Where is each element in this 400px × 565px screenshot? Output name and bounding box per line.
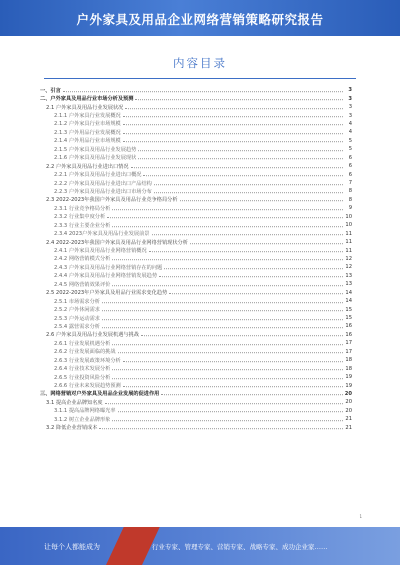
- toc-entry-label: 2.4.1 户外家具及用品行业网络营销概况: [54, 248, 147, 255]
- toc-entry-page: 20: [345, 399, 352, 406]
- toc-dot-leader: [112, 260, 343, 261]
- toc-entry[interactable]: [40, 179, 352, 187]
- toc-entry-page: 3: [348, 87, 352, 94]
- toc-entry-page: 8: [348, 188, 352, 195]
- toc-entry[interactable]: [40, 137, 352, 145]
- toc-entry-label: 2.3.4 2023户外家具及用品行业发展前景: [54, 231, 150, 238]
- toc-dot-leader: [149, 251, 343, 252]
- toc-dot-leader: [154, 184, 343, 185]
- toc-entry-page: 6: [348, 154, 352, 161]
- toc-entry-label: 2.4.3 户外家具及用品行业网络营销存在的问题: [54, 264, 163, 271]
- toc-entry[interactable]: [40, 170, 352, 178]
- toc-entry-label: 2.1.4 户外用品行业市场规模: [54, 138, 121, 145]
- toc-entry[interactable]: [40, 390, 352, 398]
- toc-entry[interactable]: [40, 94, 352, 102]
- toc-entry-page: 21: [345, 416, 352, 423]
- toc-entry[interactable]: [40, 373, 352, 381]
- toc-dot-leader: [112, 369, 343, 370]
- toc-entry[interactable]: [40, 221, 352, 229]
- toc-entry-page: 4: [348, 129, 352, 136]
- toc-dot-leader: [123, 142, 343, 143]
- toc-entry[interactable]: [40, 162, 352, 170]
- toc-entry-label: 2.3.2 行业集中度分析: [54, 214, 106, 221]
- toc-entry-label: 2.2.1 户外家具及用品行业进出口概况: [54, 172, 142, 179]
- toc-entry-page: 4: [348, 120, 352, 127]
- page-number: 1: [359, 514, 362, 519]
- footer-tagline: 行业专家、管理专家、营销专家、战略专家、成功企业家……: [152, 543, 328, 551]
- toc-dot-leader: [123, 125, 343, 126]
- toc-entry-page: 3: [348, 95, 352, 102]
- toc-dot-leader: [135, 99, 343, 100]
- toc-dot-leader: [138, 158, 343, 159]
- toc-entry-label: 一、引言: [40, 87, 61, 94]
- toc-entry-page: 16: [345, 331, 352, 338]
- toc-entry-page: 6: [348, 171, 352, 178]
- toc-entry-label: 3.2 降低企业营销成本: [46, 425, 98, 432]
- footer-slogan: 让每个人都能成为: [44, 543, 100, 551]
- toc-dot-leader: [118, 412, 343, 413]
- toc-entry-page: 6: [348, 163, 352, 170]
- toc-entry-label: 二、户外家具及用品行业市场分析及预测: [40, 96, 134, 103]
- toc-dot-leader: [123, 116, 343, 117]
- toc-entry[interactable]: [40, 128, 352, 136]
- toc-entry[interactable]: [40, 305, 352, 313]
- toc-dot-leader: [143, 175, 343, 176]
- toc-entry-page: 18: [345, 365, 352, 372]
- toc-entry[interactable]: [40, 331, 352, 339]
- toc-entry[interactable]: [40, 213, 352, 221]
- report-title: 户外家具及用品企业网络营销策略研究报告: [76, 12, 324, 27]
- toc-entry[interactable]: [40, 111, 352, 119]
- toc-dot-leader: [123, 133, 343, 134]
- toc-entry[interactable]: [40, 415, 352, 423]
- toc-entry[interactable]: [40, 246, 352, 254]
- toc-divider: [44, 78, 356, 79]
- toc-dot-leader: [102, 302, 343, 303]
- toc-entry-page: 18: [345, 357, 352, 364]
- toc-dot-leader: [138, 150, 343, 151]
- toc-entry-page: 14: [345, 289, 352, 296]
- toc-entry-label: 2.3.1 行业竞争格局分析: [54, 205, 111, 212]
- toc-entry[interactable]: [40, 238, 352, 246]
- toc-entry-page: 21: [345, 424, 352, 431]
- toc-entry-label: 2.6.2 行业发展面临的挑战: [54, 349, 116, 356]
- toc-entry-page: 17: [345, 348, 352, 355]
- toc-entry[interactable]: [40, 120, 352, 128]
- toc-entry[interactable]: [40, 339, 352, 347]
- toc-dot-leader: [118, 352, 343, 353]
- toc-entry-label: 2.5.2 户外休闲需求: [54, 307, 100, 314]
- toc-entry-page: 11: [345, 247, 352, 254]
- toc-entry-label: 2.4.2 网络营销模式分析: [54, 256, 111, 263]
- toc-entry[interactable]: [40, 187, 352, 195]
- toc-dot-leader: [123, 361, 343, 362]
- toc-dot-leader: [102, 327, 343, 328]
- toc-entry-label: 2.6 户外家具及用品行业发展机遇与挑战: [46, 332, 139, 339]
- toc-entry[interactable]: [40, 255, 352, 263]
- toc-entry-label: 2.1.2 户外家具行业市场规模: [54, 121, 121, 128]
- toc-entry-page: 12: [345, 255, 352, 262]
- toc-entry[interactable]: [40, 272, 352, 280]
- toc-entry-page: 13: [345, 281, 352, 288]
- toc-entry-label: 2.1.1 户外家具行业发展概况: [54, 113, 121, 120]
- toc-entry-label: 2.2.2 户外家具及用品行业进出口产品结构: [54, 180, 152, 187]
- toc-entry-page: 5: [348, 146, 352, 153]
- toc-dot-leader: [107, 217, 343, 218]
- toc-entry-page: 11: [345, 230, 352, 237]
- toc-entry-label: 2.5 2022-2023年户外家具及用品行业需求变化趋势: [46, 290, 168, 297]
- toc-entry-label: 三、网络营销对户外家具及用品企业发展的促进作用: [40, 391, 160, 398]
- toc-entry-label: 2.6.1 行业发展机遇分析: [54, 340, 111, 347]
- toc-dot-leader: [152, 234, 344, 235]
- toc-entry-label: 2.6.5 行业投资风险分析: [54, 374, 111, 381]
- toc-entry-page: 5: [348, 137, 352, 144]
- toc-heading: 内容目录: [173, 56, 227, 70]
- toc-entry-page: 19: [345, 382, 352, 389]
- toc-entry[interactable]: [40, 229, 352, 237]
- toc-entry-label: 2.4 2022-2023年我国户外家具及用品行业网络营销现状分析: [46, 239, 188, 246]
- toc-entry-label: 2.1.5 户外家具及用品行业发展趋势: [54, 146, 137, 153]
- toc-entry-label: 3.1.1 提高品牌网络曝光率: [54, 408, 116, 415]
- toc-entry[interactable]: [40, 145, 352, 153]
- toc-entry-label: 3.1 提高企业品牌知名度: [46, 399, 103, 406]
- toc-dot-leader: [159, 277, 343, 278]
- toc-dot-leader: [154, 192, 343, 193]
- toc-entry-page: 15: [345, 306, 352, 313]
- toc-entry[interactable]: [40, 348, 352, 356]
- toc-dot-leader: [102, 319, 343, 320]
- toc-dot-leader: [190, 243, 343, 244]
- toc-entry[interactable]: [40, 280, 352, 288]
- toc-dot-leader: [112, 420, 343, 421]
- toc-entry[interactable]: [40, 356, 352, 364]
- toc-entry-page: 15: [345, 315, 352, 322]
- toc-dot-leader: [63, 91, 343, 92]
- toc-dot-leader: [161, 395, 343, 396]
- toc-entry-label: 2.6.4 行业技术发展分析: [54, 366, 111, 373]
- toc-entry[interactable]: [40, 381, 352, 389]
- toc-entry[interactable]: [40, 196, 352, 204]
- toc-entry-label: 2.3.3 行业主要企业分析: [54, 222, 111, 229]
- toc-entry-page: 3: [348, 112, 352, 119]
- toc-entry[interactable]: [40, 154, 352, 162]
- toc-entry-label: 3.1.2 树立企业品牌形象: [54, 416, 111, 423]
- toc-entry[interactable]: [40, 424, 352, 432]
- toc-entry-page: 13: [345, 272, 352, 279]
- toc-entry-page: 10: [345, 222, 352, 229]
- toc-entry[interactable]: [40, 297, 352, 305]
- toc-dot-leader: [112, 226, 343, 227]
- toc-entry-label: 2.2.3 户外家具及用品行业进出口市场分布: [54, 188, 152, 195]
- toc-entry-label: 2.4.4 户外家具及用品行业网络营销发展趋势: [54, 273, 158, 280]
- toc-entry-label: 2.4.5 网络营销效果评价: [54, 281, 111, 288]
- toc-entry-label: 2.5.4 露营需求分析: [54, 323, 100, 330]
- toc-dot-leader: [112, 344, 343, 345]
- toc-entry[interactable]: [40, 103, 352, 111]
- toc-dot-leader: [141, 336, 343, 337]
- toc-entry-page: 20: [344, 390, 352, 397]
- toc-list: [40, 86, 352, 516]
- toc-dot-leader: [164, 268, 343, 269]
- toc-entry-page: 19: [345, 374, 352, 381]
- toc-entry-label: 2.6.3 行业发展政策环境分析: [54, 357, 121, 364]
- toc-dot-leader: [131, 167, 343, 168]
- toc-entry-page: 16: [345, 323, 352, 330]
- toc-entry-page: 7: [348, 180, 352, 187]
- toc-dot-leader: [123, 386, 343, 387]
- toc-entry-label: 2.1.6 户外家具及用品行业发展现状: [54, 155, 137, 162]
- toc-entry[interactable]: [40, 289, 352, 297]
- toc-entry[interactable]: [40, 263, 352, 271]
- toc-entry-page: 10: [345, 213, 352, 220]
- toc-entry-label: 2.6.6 行业未来发展趋势预测: [54, 383, 121, 390]
- toc-dot-leader: [112, 285, 343, 286]
- toc-dot-leader: [99, 428, 343, 429]
- toc-entry-page: 3: [348, 104, 352, 111]
- toc-entry-page: 17: [345, 340, 352, 347]
- toc-dot-leader: [125, 108, 343, 109]
- toc-entry[interactable]: [40, 364, 352, 372]
- toc-entry[interactable]: [40, 86, 352, 94]
- toc-entry-page: 14: [345, 298, 352, 305]
- toc-entry-page: 8: [348, 196, 352, 203]
- toc-dot-leader: [180, 201, 343, 202]
- toc-dot-leader: [105, 403, 343, 404]
- toc-entry-label: 2.1 户外家具及用品行业发展状况: [46, 104, 124, 111]
- toc-entry-page: 12: [345, 264, 352, 271]
- toc-dot-leader: [102, 310, 343, 311]
- toc-dot-leader: [169, 293, 343, 294]
- toc-dot-leader: [112, 209, 343, 210]
- toc-entry-label: 2.1.3 户外用品行业发展概况: [54, 129, 121, 136]
- toc-entry[interactable]: [40, 407, 352, 415]
- toc-entry[interactable]: [40, 314, 352, 322]
- toc-entry[interactable]: [40, 204, 352, 212]
- toc-entry-page: 11: [345, 239, 352, 246]
- toc-entry-page: 9: [348, 205, 352, 212]
- toc-dot-leader: [112, 378, 343, 379]
- toc-entry-page: 20: [345, 407, 352, 414]
- toc-entry[interactable]: [40, 398, 352, 406]
- toc-entry-label: 2.5.3 户外运动需求: [54, 315, 100, 322]
- toc-entry-label: 2.5.1 市场需求分析: [54, 298, 100, 305]
- toc-entry-label: 2.3 2022-2023年我国户外家具及用品行业竞争格局分析: [46, 197, 178, 204]
- toc-entry-label: 2.2 户外家具及用品行业进出口情况: [46, 163, 129, 170]
- toc-entry[interactable]: [40, 322, 352, 330]
